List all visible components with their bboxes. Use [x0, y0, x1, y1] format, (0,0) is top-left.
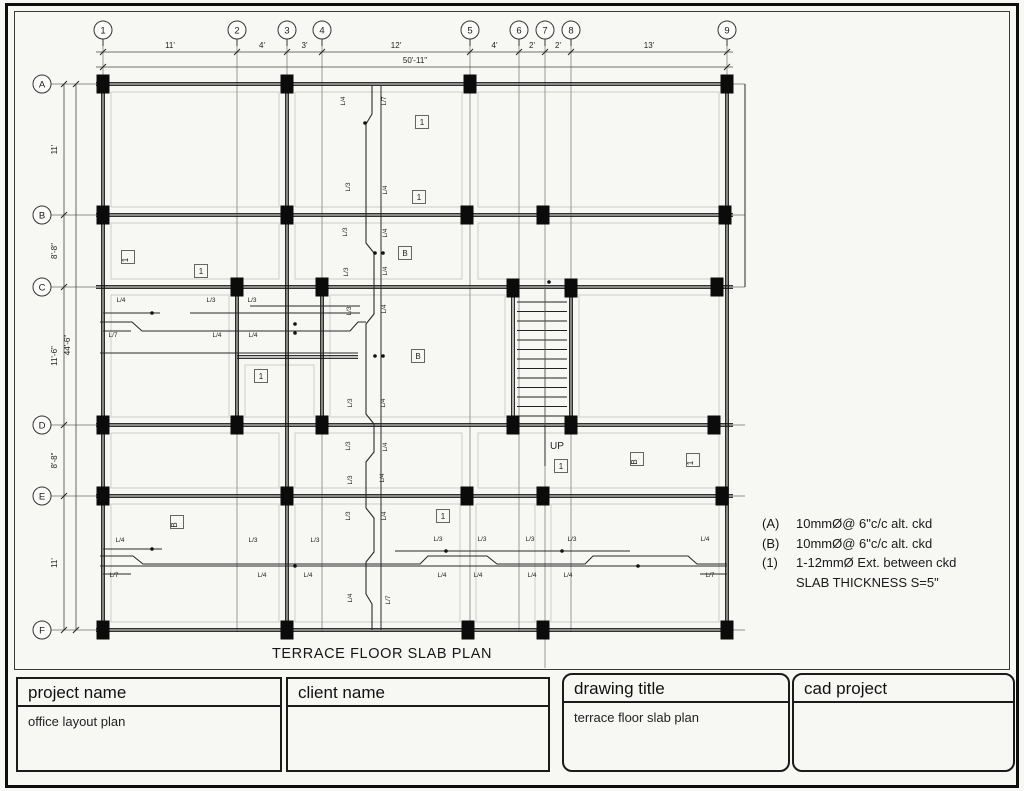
- rebar-dot: [293, 331, 297, 335]
- rebar-crank: [100, 556, 727, 564]
- column: [507, 279, 520, 298]
- titleblock-client-name: [286, 677, 550, 772]
- rebar-dim-label: L/3: [433, 536, 443, 543]
- rebar-dim-label: L/3: [346, 306, 353, 316]
- rebar-dim-label: L/3: [345, 441, 352, 451]
- rebar-dim-label: L/3: [347, 475, 354, 485]
- note-text: 1-12mmØ Ext. between ckd: [796, 555, 957, 570]
- column: [464, 75, 477, 94]
- slab-panel-outline: [476, 504, 535, 622]
- grid-bubble-row-label: F: [39, 625, 45, 637]
- column: [462, 621, 475, 640]
- slab-panel-outline: [295, 92, 462, 207]
- top-dim-label: 4': [259, 41, 265, 50]
- grid-bubble-row-label: E: [38, 491, 46, 503]
- column: [281, 621, 294, 640]
- top-dim-label: 3': [301, 41, 308, 50]
- rebar-dim-label: L/4: [212, 332, 222, 339]
- titleblock-label: client name: [288, 679, 548, 707]
- grid-bubble-col-label: 1: [100, 25, 106, 37]
- column: [507, 416, 520, 435]
- rebar-dim-label: L/4: [382, 185, 389, 195]
- rebar-dim-label: L/4: [379, 473, 386, 483]
- titleblock-value: [288, 707, 548, 721]
- column: [721, 621, 734, 640]
- left-overall-dim-label: 44'-6": [63, 334, 72, 356]
- rebar-dim-label: L/4: [437, 572, 447, 579]
- slab-panel-outline: [111, 433, 279, 488]
- left-dim-label: 11': [50, 558, 59, 568]
- rebar-dot: [293, 564, 297, 568]
- slab-tag-label: 1: [121, 257, 130, 263]
- rebar-crank: [366, 86, 374, 630]
- top-dim-label: 11': [165, 41, 175, 50]
- slab-panel-outline: [111, 504, 279, 622]
- note-row: [762, 573, 956, 593]
- slab-tag-label: B: [170, 522, 179, 528]
- rebar-dim-label: L/3: [525, 536, 535, 543]
- left-dim-label: 8'-8": [50, 452, 59, 469]
- titleblock-value: terrace floor slab plan: [574, 710, 700, 725]
- left-dim-label: 11'-6": [50, 346, 59, 366]
- titleblock-label: cad project: [794, 675, 1013, 703]
- rebar-dim-label: L/4: [382, 228, 389, 238]
- rebar-dot: [373, 354, 377, 358]
- rebar-dim-label: L/4: [382, 266, 389, 276]
- rebar-dim-label: L/4: [257, 572, 267, 579]
- column: [281, 75, 294, 94]
- column: [316, 416, 329, 435]
- column: [97, 75, 110, 94]
- rebar-dim-label: L/4: [381, 511, 388, 521]
- rebar-dim-label: L/3: [247, 297, 257, 304]
- grid-bubble-col-label: 4: [319, 25, 325, 37]
- column: [537, 487, 550, 506]
- slab-tag-label: 1: [686, 460, 695, 466]
- titleblock-drawing-title: [562, 673, 790, 772]
- titleblock-label: drawing title: [564, 675, 788, 703]
- note-text: 10mmØ@ 6"c/c alt. ckd: [796, 516, 933, 531]
- slab-tag-label: 1: [198, 267, 204, 276]
- rebar-dot: [444, 549, 448, 553]
- rebar-dim-label: L/3: [345, 182, 352, 192]
- titleblock-cad-project: [792, 673, 1015, 772]
- rebar-dim-label: L/3: [206, 297, 216, 304]
- grid-bubble-col-label: 3: [284, 25, 290, 37]
- plan-title: TERRACE FLOOR SLAB PLAN: [271, 646, 493, 662]
- note-row: [762, 534, 956, 554]
- column: [461, 487, 474, 506]
- rebar-dim-label: L/4: [563, 572, 573, 579]
- column: [97, 487, 110, 506]
- column: [97, 621, 110, 640]
- column: [719, 206, 732, 225]
- rebar-notes: [762, 514, 956, 592]
- column: [711, 278, 724, 297]
- rebar-dot: [150, 311, 154, 315]
- column: [97, 206, 110, 225]
- rebar-dim-label: L/4: [115, 537, 125, 544]
- rebar-dim-label: L/7: [108, 332, 118, 339]
- left-dim-label: 11': [50, 144, 59, 155]
- note-key: (A): [762, 516, 780, 531]
- titleblock-label: project name: [18, 679, 280, 707]
- rebar-dim-label: L/4: [381, 304, 388, 314]
- slab-panel-outline: [111, 92, 279, 207]
- rebar-dim-label: L/3: [477, 536, 487, 543]
- rebar-dim-label: L/3: [347, 398, 354, 408]
- grid-bubble-row-label: C: [38, 282, 46, 294]
- titleblock-value: [794, 703, 1013, 717]
- grid-bubble-col-label: 9: [724, 25, 730, 37]
- column: [281, 206, 294, 225]
- slab-tag-label: B: [415, 352, 421, 361]
- rebar-dot: [150, 547, 154, 551]
- slab-tag-label: 1: [416, 193, 422, 202]
- rebar-dot: [373, 251, 377, 255]
- slab-panel-outline: [478, 92, 719, 207]
- grid-bubble-row-label: B: [38, 210, 46, 222]
- rebar-dot: [381, 354, 385, 358]
- left-dim-label: 8'-8": [50, 243, 59, 259]
- top-dim-label: 2': [529, 41, 535, 50]
- rebar-dim-label: L/7: [705, 572, 715, 579]
- rebar-crank: [100, 322, 366, 331]
- rebar-dot: [636, 564, 640, 568]
- slab-tag-label: B: [630, 459, 639, 465]
- note-text: 10mmØ@ 6"c/c alt. ckd: [796, 535, 933, 551]
- slab-panel-outline: [579, 295, 719, 417]
- column: [461, 206, 474, 225]
- rebar-dim-label: L/4: [380, 398, 387, 408]
- rebar-dim-label: L/3: [345, 511, 352, 521]
- column: [231, 278, 244, 297]
- titleblock-value: office layout plan: [28, 714, 126, 729]
- top-dim-label: 2': [555, 41, 561, 50]
- slab-panel-outline: [478, 223, 719, 279]
- column: [565, 416, 578, 435]
- rebar-dim-label: L/7: [385, 595, 392, 605]
- top-dim-label: 12': [390, 41, 402, 50]
- rebar-dim-label: L/4: [248, 332, 258, 339]
- rebar-dot: [293, 322, 297, 326]
- grid-bubble-col-label: 7: [542, 25, 548, 37]
- rebar-dim-label: L/4: [473, 572, 483, 579]
- rebar-dim-label: L/3: [342, 227, 349, 237]
- rebar-dot: [363, 121, 367, 125]
- column: [565, 279, 578, 298]
- grid-bubble-col-label: 2: [234, 25, 240, 37]
- rebar-dim-label: L/4: [340, 96, 347, 106]
- note-key: (1): [762, 555, 778, 570]
- slab-panel-outline: [295, 504, 460, 622]
- rebar-dim-label: L/4: [347, 593, 354, 603]
- rebar-dim-label: L/3: [567, 536, 577, 543]
- column: [281, 487, 294, 506]
- slab-tag-label: 1: [419, 118, 425, 127]
- grid-bubble-col-label: 6: [516, 25, 522, 37]
- rebar-dim-label: L/7: [109, 572, 119, 579]
- grid-bubble-row-label: D: [38, 420, 46, 432]
- column: [97, 416, 110, 435]
- stair-up-label: UP: [550, 441, 564, 452]
- rebar-dim-label: L/3: [248, 537, 258, 544]
- rebar-dot: [547, 280, 551, 284]
- note-key: (B): [762, 535, 780, 551]
- top-dim-label: 13': [643, 41, 655, 50]
- column: [708, 416, 721, 435]
- rebar-dim-label: L/4: [116, 297, 126, 304]
- rebar-dim-label: L/3: [310, 537, 320, 544]
- note-row: [762, 514, 956, 534]
- column: [231, 416, 244, 435]
- slab-tag-label: 1: [440, 512, 446, 521]
- titleblock-project-name: [16, 677, 282, 772]
- grid-bubble-row-label: A: [38, 79, 46, 91]
- grid-bubble-col-label: 8: [568, 25, 574, 37]
- grid-bubble-col-label: 5: [467, 25, 473, 37]
- rebar-dim-label: L/4: [527, 572, 537, 579]
- rebar-dim-label: L/4: [700, 536, 710, 543]
- rebar-dim-label: L/3: [343, 267, 350, 277]
- column: [716, 487, 729, 506]
- slab-panel-outline: [551, 504, 719, 622]
- note-row: [762, 553, 956, 573]
- slab-tag-label: 1: [558, 462, 564, 471]
- top-dim-label: 4': [491, 41, 498, 50]
- rebar-dim-label: L/7: [381, 96, 388, 106]
- rebar-dot: [560, 549, 564, 553]
- column: [721, 75, 734, 94]
- slab-panel-outline: [478, 433, 719, 488]
- note-text: SLAB THICKNESS S=5": [796, 574, 939, 590]
- column: [537, 206, 550, 225]
- rebar-dot: [381, 251, 385, 255]
- rebar-dim-label: L/4: [303, 572, 313, 579]
- column: [537, 621, 550, 640]
- top-overall-dim-label: 50'-11": [402, 56, 428, 65]
- column: [316, 278, 329, 297]
- rebar-dim-label: L/4: [382, 442, 389, 452]
- slab-tag-label: B: [402, 249, 408, 258]
- slab-tag-label: 1: [258, 372, 264, 381]
- slab-panel-outline: [295, 223, 462, 279]
